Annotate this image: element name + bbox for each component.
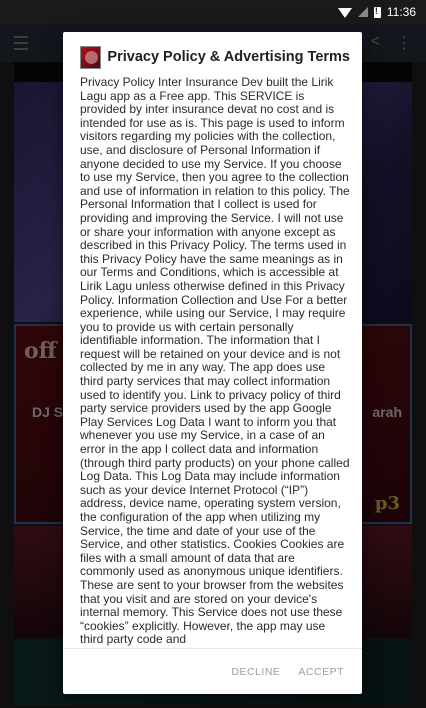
dialog-body-text[interactable]: Privacy Policy Inter Insurance Dev built the Lirik Lagu app as a Free app. This SERVICE is provided by inter insurance devat no cost and is intended for use as is. This page is used to inform visitors regarding my policies with the collection, use, and disclosure of Personal Information if anyone decided to use my Service. If you choose to use my Service, then you agree to the collection and use of information in relation to this policy. The Personal Information that I collect is used for providing and improving the Service. I will not use or share your information with anyone except as described in this Privacy Policy. The terms used in this Privacy Policy have the same meanings as in our Terms and Conditions, which is accessible at Lirik Lagu unless otherwise defined in this Privacy Policy. Information Collection and Use For a better experience, while using our Service, I may require you to provide us with certain personally identifiable information. The information that I request will be retained on your device and is not collected by me in any way. The app does use third party services that may collect information used to identify you. Link to privacy policy of third party service providers used by the app Google Play Services Log Data I want to inform you that whenever you use my Service, in a case of an error in the app I collect data and information (through third party products) on your phone called Log Data. This Log Data may include information such as your device Internet Protocol (“IP”) address, device name, operating system version, the configuration of the app when utilizing my Service, the time and date of your use of the Service, and other statistics. Cookies Cookies are files with a small amount of data that are commonly used as anonymous unique identifiers. These are sent to your browser from the websites that you visit and are stored on your device's internal memory. This Service does not use these “cookies” explicitly. However, the app may use third party code and	[80, 76, 350, 647]
decline-button[interactable]: DECLINE	[231, 665, 281, 678]
status-bar	[0, 0, 426, 24]
accept-button[interactable]: ACCEPT	[298, 665, 344, 678]
clock: 11:36	[386, 5, 416, 19]
wifi-icon	[338, 8, 352, 18]
dialog-actions	[63, 648, 362, 694]
dialog-header	[80, 44, 350, 70]
signal-icon	[358, 7, 368, 17]
battery-icon	[374, 7, 381, 18]
privacy-dialog	[63, 32, 362, 694]
dialog-title: Privacy Policy & Advertising Terms	[107, 49, 350, 65]
app-logo-icon	[80, 46, 101, 69]
